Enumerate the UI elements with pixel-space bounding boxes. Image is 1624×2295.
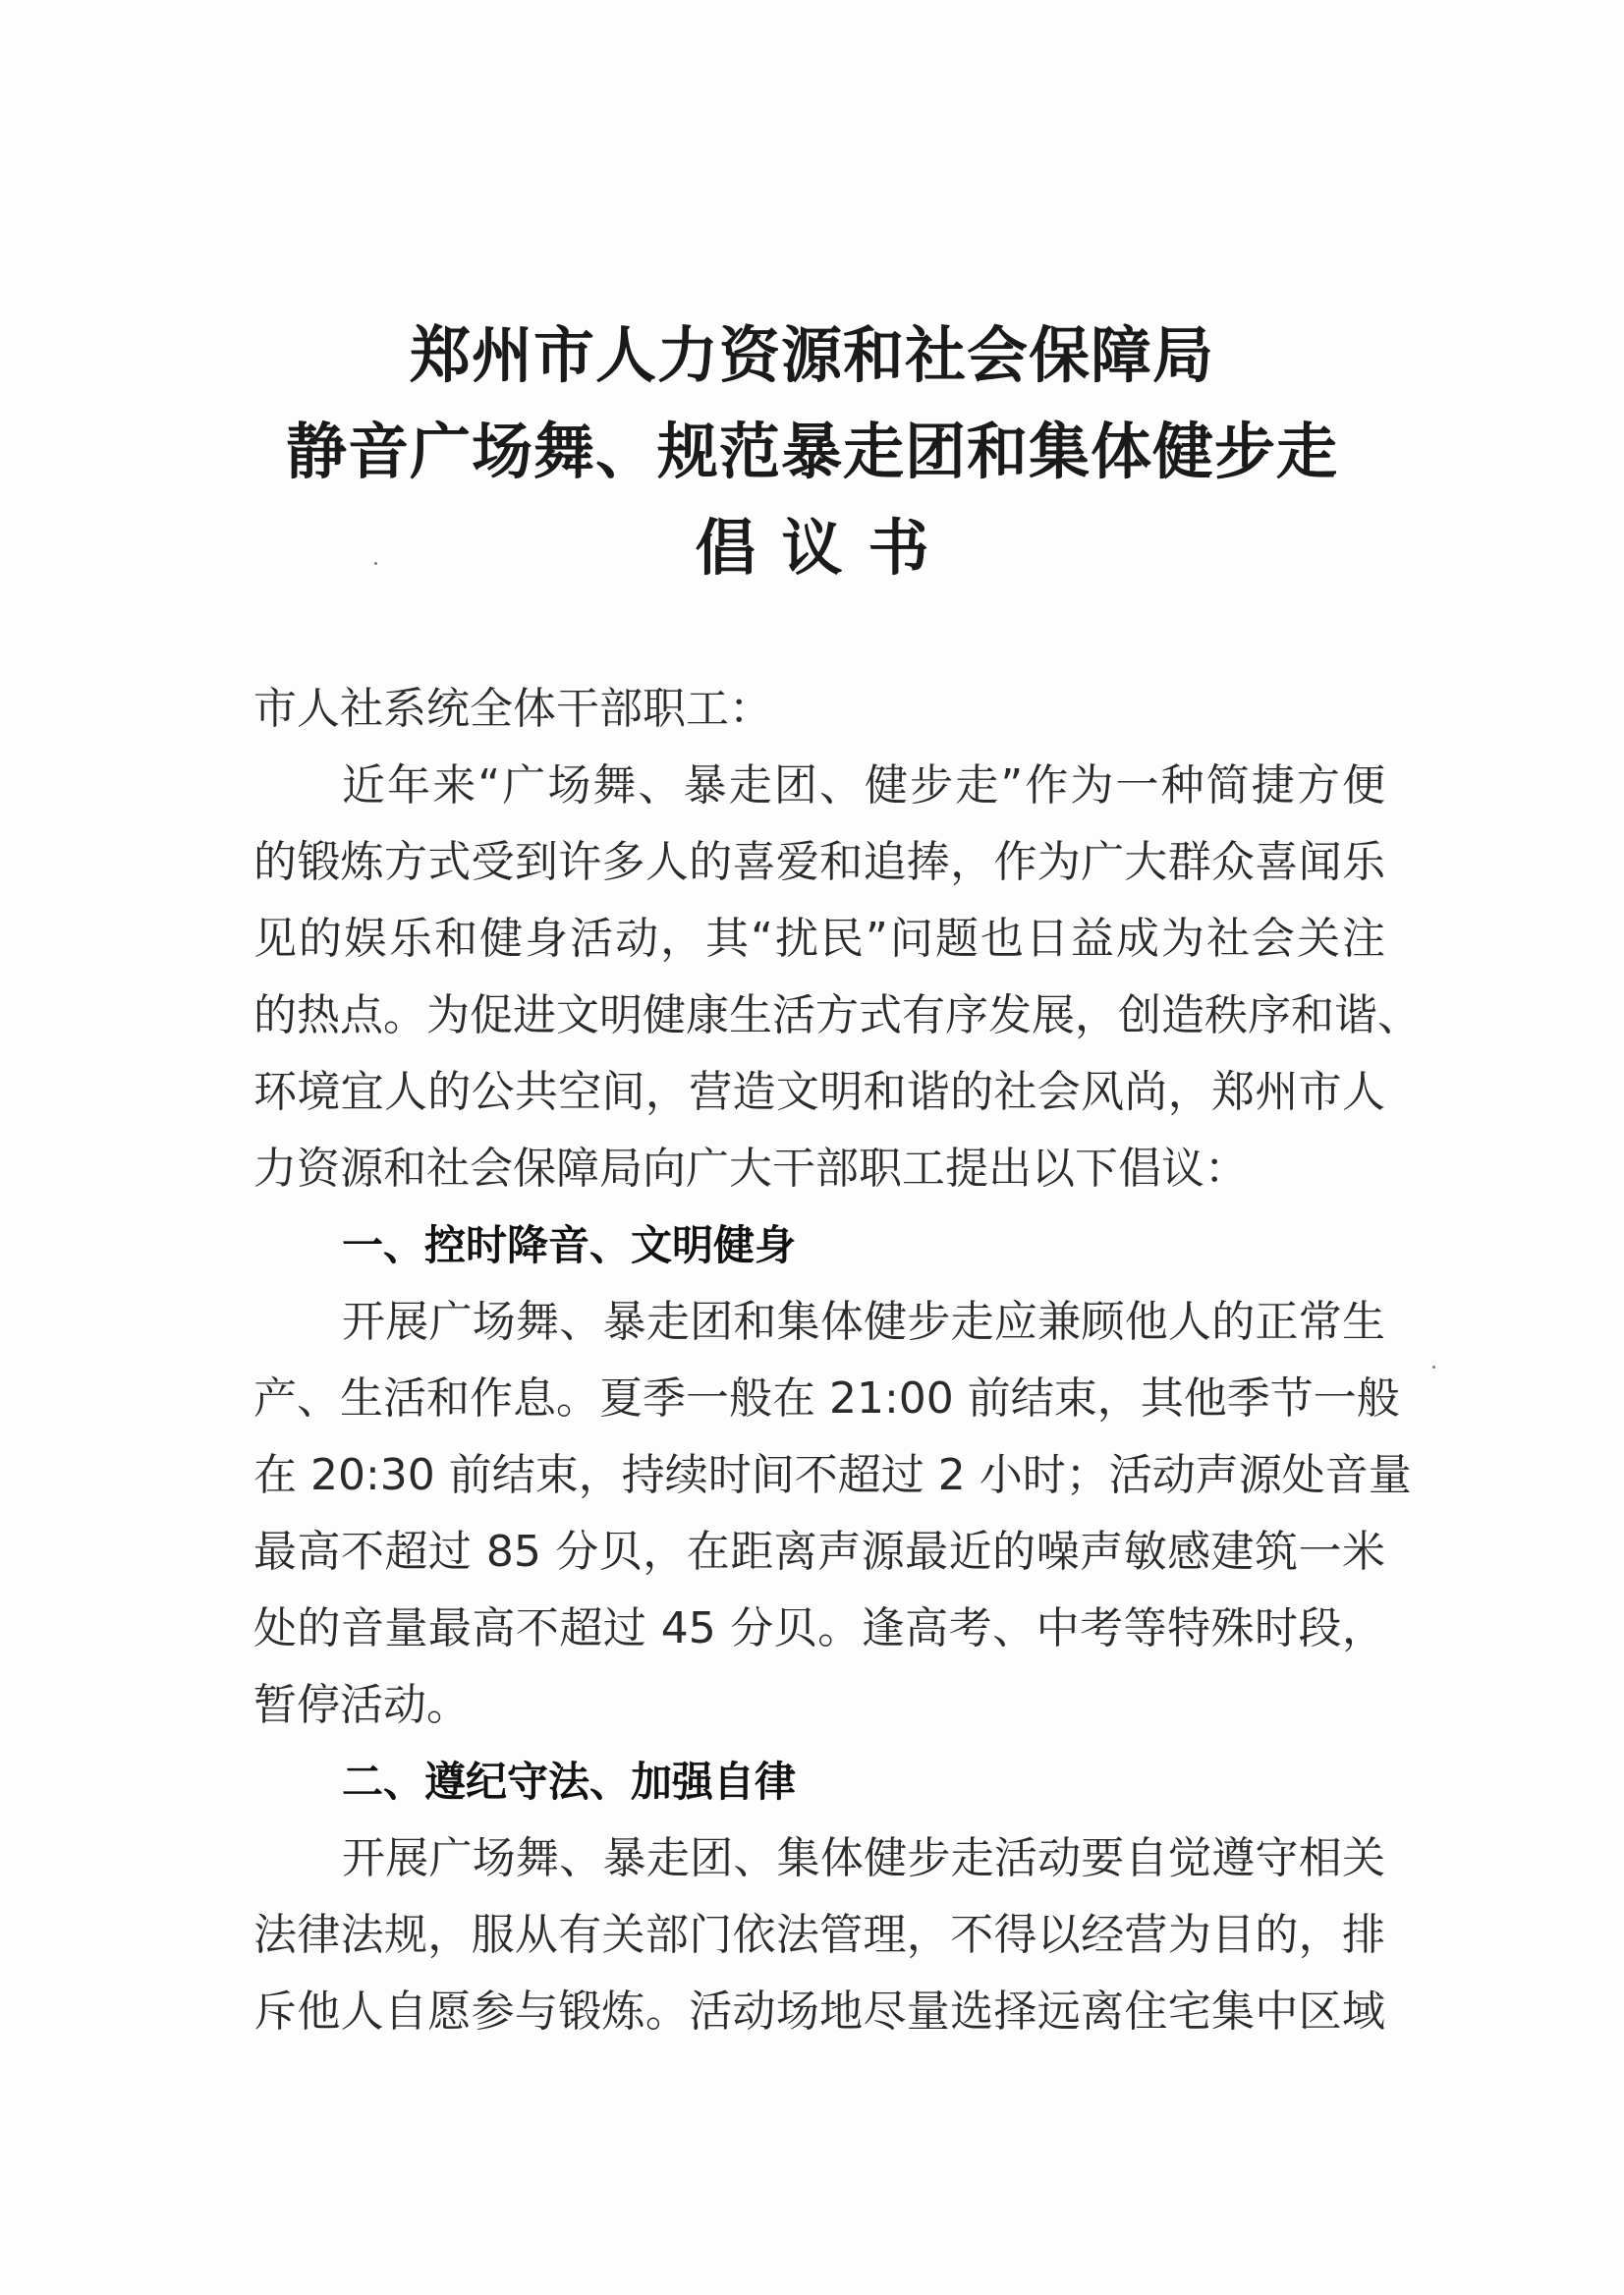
intro-line-2: 的锻炼方式受到许多人的喜爱和追捧，作为广大群众喜闻乐: [253, 837, 1385, 887]
section-2-heading: 二、遵纪守法、加强自律: [342, 1758, 797, 1806]
section-1-line-1: 开展广场舞、暴走团和集体健步走应兼顾他人的正常生: [342, 1297, 1385, 1347]
section-2-line-3: 斥他人自愿参与锻炼。活动场地尽量选择远离住宅集中区域: [253, 1987, 1385, 2037]
intro-line-4: 的热点。为促进文明健康生活方式有序发展，创造秩序和谐、: [253, 990, 1421, 1040]
intro-line-5: 环境宜人的公共空间，营造文明和谐的社会风尚，郑州市人: [253, 1067, 1385, 1117]
title-line-2: 静音广场舞、规范暴走团和集体健步走: [285, 416, 1338, 487]
section-1-line-2: 产、生活和作息。夏季一般在 21:00 前结束，其他季节一般: [253, 1373, 1400, 1424]
section-1-line-5: 处的音量最高不超过 45 分贝。逢高考、中考等特殊时段，: [253, 1603, 1385, 1653]
intro-line-6: 力资源和社会保障局向广大干部职工提出以下倡议：: [253, 1144, 1248, 1194]
salutation: 市人社系统全体干部职工：: [253, 684, 772, 734]
intro-line-3: 见的娱乐和健身活动，其“扰民”问题也日益成为社会关注: [253, 914, 1385, 964]
section-1-line-3: 在 20:30 前结束，持续时间不超过 2 小时；活动声源处音量: [253, 1450, 1412, 1500]
section-1-heading: 一、控时降音、文明健身: [342, 1221, 797, 1269]
section-1-line-4: 最高不超过 85 分贝，在距离声源最近的噪声敏感建筑一米: [253, 1527, 1385, 1577]
title-line-3: 倡议书: [695, 512, 955, 584]
section-2-line-2: 法律法规，服从有关部门依法管理，不得以经营为目的，排: [253, 1910, 1385, 1960]
section-2-line-1: 开展广场舞、暴走团、集体健步走活动要自觉遵守相关: [342, 1833, 1385, 1883]
section-1-line-6: 暂停活动。: [253, 1680, 470, 1730]
intro-line-1: 近年来“广场舞、暴走团、健步走”作为一种简捷方便: [342, 760, 1385, 811]
scan-speck: [374, 562, 377, 565]
scan-speck: [1432, 1366, 1435, 1369]
title-line-1: 郑州市人力资源和社会保障局: [409, 319, 1214, 391]
